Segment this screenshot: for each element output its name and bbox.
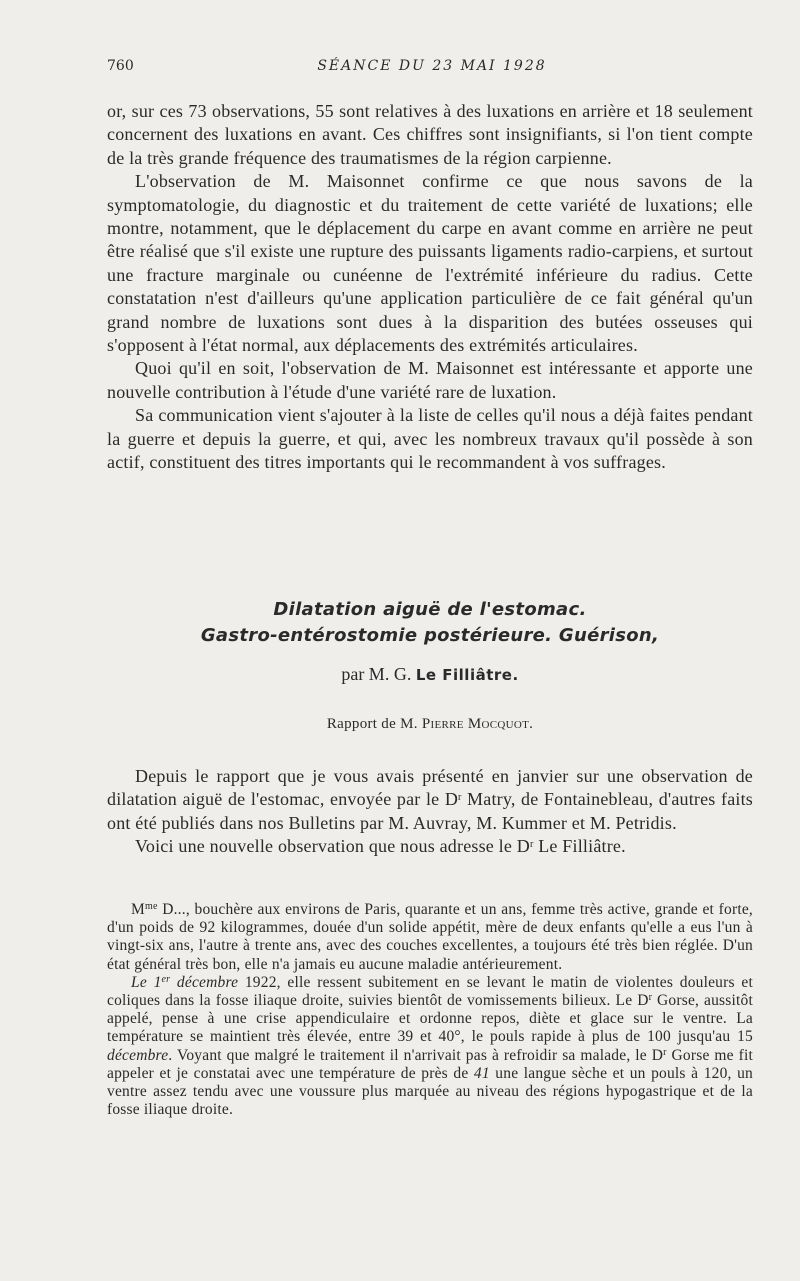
text-run: M (131, 901, 145, 918)
text-run: Voici une nouvelle observation que nous adresse le D (135, 836, 530, 857)
text-run: . Voyant que malgré le traitement il n'arrivait pas à refroidir sa malade, le D (168, 1046, 664, 1064)
title-line: Gastro-entérostomie postérieure. Guérison, (200, 625, 660, 646)
byline-prefix: par M. G. (341, 664, 412, 684)
report-prefix: Rapport de M. (326, 716, 418, 732)
report-intro (107, 765, 753, 859)
paragraph (107, 901, 753, 974)
text-run: 1922, elle ressent subitement en se levant le matin de violentes douleurs et coliques dans la fosse iliaque droite, suivies bientôt de vomissements bilieux. Le D (107, 973, 753, 1010)
page-number: 760 (107, 58, 134, 74)
superscript: r (663, 1046, 667, 1058)
title-line: Dilatation aiguë de l'estomac. (273, 599, 587, 620)
text-run: une langue sèche et un pouls à 120, un ventre assez tendu avec une voussure plus marquée au niveau des régions hypogastrique et de la fosse iliaque droite. (107, 1064, 753, 1119)
text-run: Gorse, aussitôt appelé, pense à une crise appendiculaire et ordonne repos, diète et glace sur le ventre. La température se maintient très élevée, entre 39 et 40°, le pouls rapide à plus de 100 jusqu'au 15 (107, 992, 753, 1046)
text-run: décembre (170, 973, 239, 991)
report-conclusion (107, 100, 753, 475)
text-run: Gorse me fit appeler et je constatai avec une température de près de (107, 1046, 754, 1082)
reporter-name: Pierre Mocquot. (421, 716, 534, 732)
running-head: SÉANCE DU 23 MAI 1928 (317, 58, 547, 74)
article-title (107, 597, 753, 649)
text-run: Matry, de Fontainebleau, d'autres faits ont été publiés dans nos Bulletins par M. Auvray, M. Kummer et M. Petridis. (107, 789, 753, 833)
paragraph (107, 765, 753, 835)
paragraph: or, sur ces 73 observations, 55 sont relatives à des luxations en arrière et 18 seulement concernent des luxations en avant. Ces chiffres sont insignifiants, si l'on tient compte de la très grande fréquence des traumatismes de la région carpienne. (107, 101, 753, 168)
text-run: Le 1 (131, 973, 162, 991)
paragraph: Sa communication vient s'ajouter à la liste de celles qu'il nous a déjà faites pendant la guerre et depuis la guerre, et qui, avec les nombreux travaux qu'il possède à son actif, constituent des titres importants qui le recommandent à vos suffrages. (107, 405, 753, 473)
superscript: me (144, 901, 158, 912)
superscript: er (161, 973, 171, 985)
text-run: Le Filliâtre. (533, 836, 626, 857)
byline (107, 664, 753, 685)
byline-author: Le Filliâtre. (415, 666, 519, 684)
text-run: 41 (473, 1064, 490, 1082)
text-run: Depuis le rapport que je vous avais présenté en janvier sur une observation de dilatation aiguë de l'estomac, envoyée par le D (107, 766, 753, 810)
superscript: r (458, 792, 462, 804)
paragraph: L'observation de M. Maisonnet confirme ce que nous savons de la symptomatologie, du diagnostic et du traitement de cette variété de luxations; elle montre, notamment, que le déplacement du carpe en avant comme en arrière ne peut être réalisé que s'il existe une rupture des puissants ligaments radio-carpiens, et surtout une fracture marginale ou cunéenne de l'extrémité inférieure du radius. Cette constatation n'est d'ailleurs qu'une application particulière de ce fait général qu'un grand nombre de luxations sont dues à la disparition des butées osseuses qui s'opposent à l'état normal, aux déplacements des extrémités articulaires. (107, 171, 753, 356)
text-run: décembre (107, 1046, 169, 1064)
page-header (107, 56, 757, 78)
report-line (107, 716, 753, 733)
superscript: r (529, 839, 534, 851)
text-run: D..., bouchère aux environs de Paris, quarante et un ans, femme très active, grande et forte, d'un poids de 92 kilogrammes, douée d'un solide appétit, mère de deux enfants qu'elle a eus l'un à vingt-six ans, l'autre à trente ans, avec des couches excellentes, a toujours été très bien réglée. D'un état général très bon, elle n'a jamais eu aucune maladie antérieurement. (107, 901, 753, 973)
paragraph (107, 974, 753, 1120)
paragraph: Quoi qu'il en soit, l'observation de M. Maisonnet est intéressante et apporte une nouvelle contribution à l'étude d'une variété rare de luxation. (107, 358, 753, 402)
case-report (107, 901, 753, 1119)
superscript: r (648, 992, 653, 1004)
paragraph (107, 835, 753, 858)
